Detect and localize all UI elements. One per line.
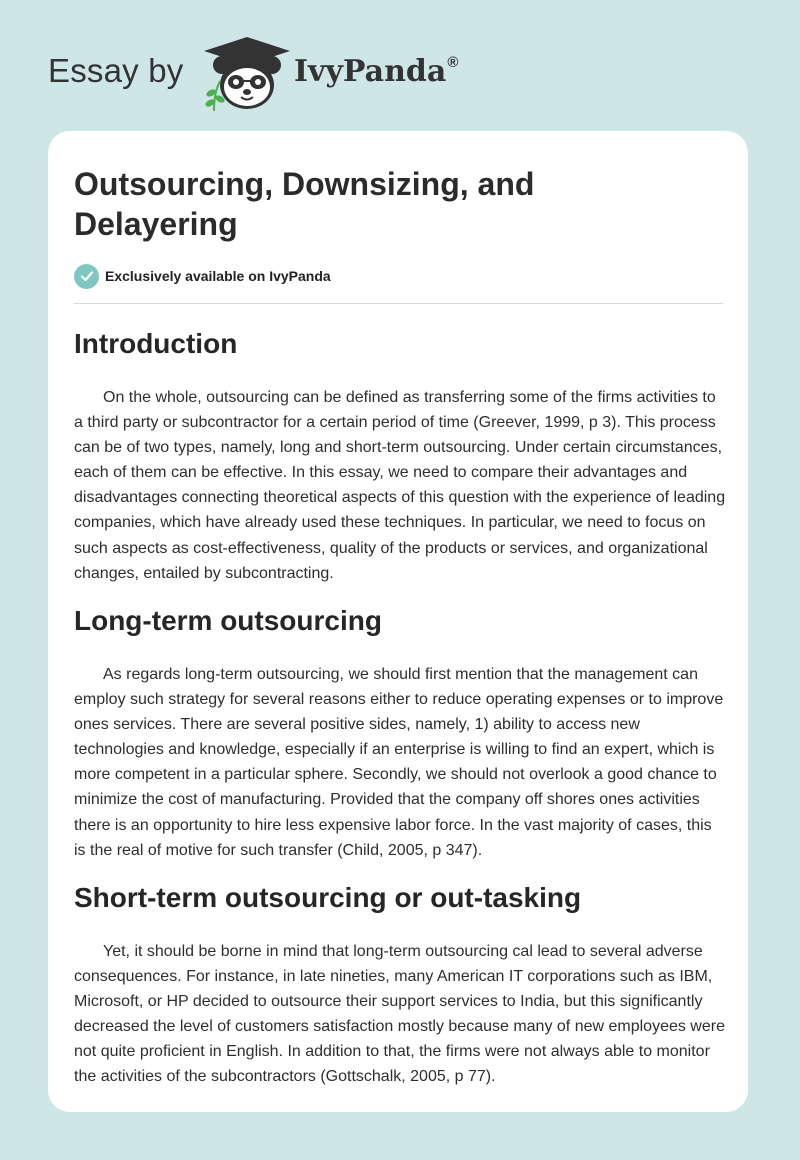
section-paragraph-long-term: As regards long-term outsourcing, we should first mention that the management can employ such strategy for several reasons either to reduce operating expenses or to improve ones services. There are several positive sides, namely, 1) ability to access new technologies and knowledge, especially if an enterprise is willing to find an expert, which is more competent in a particular sphere. Secondly, we should not overlook a good chance to minimize the cost of manufacturing. Provided that the company off shores ones activities there is an opportunity to hire less expensive labor force. In the vast majority of cases, this is the real of motive for such transfer (Child, 2005, p 347). <box>74 666 724 859</box>
brand-name: IvyPanda <box>294 54 447 89</box>
divider <box>74 303 723 304</box>
section-paragraph-introduction: On the whole, outsourcing can be defined as transferring some of the firms activities to a third party or subcontractor for a certain period of time (Greever, 1999, p 3). This process can be of two types, namely, long and short-term outsourcing. Under certain circumstances, each of them can be effective. In this essay, we need to compare their advantages and disadvantages connecting theoretical aspects of this question with the experience of leading companies, which have already used these techniques. In particular, we need to focus on such aspects as cost-effectiveness, quality of the products or services, and organizational changes, entailed by subcontracting. <box>74 389 726 582</box>
section-heading-introduction: Introduction <box>74 328 238 359</box>
essay-card <box>48 131 748 1112</box>
section-heading-short-term: Short-term outsourcing or out-tasking <box>74 882 582 913</box>
site-header <box>0 0 800 130</box>
brand-logo-text[interactable] <box>294 54 458 89</box>
badge-text: Exclusively available on IvyPanda <box>105 268 331 284</box>
panda-graduate-icon[interactable] <box>202 35 292 111</box>
page-title: Outsourcing, Downsizing, and Delayering <box>74 166 535 242</box>
essay-by-label: Essay by <box>48 52 184 89</box>
registered-mark: ® <box>447 54 459 71</box>
check-circle-icon <box>74 264 99 289</box>
section-heading-long-term: Long-term outsourcing <box>74 605 382 636</box>
section-paragraph-short-term: Yet, it should be borne in mind that long-term outsourcing cal lead to several adverse consequences. For instance, in late nineties, many American IT corporations such as IBM, Microsoft, or HP decided to outsource their support services to India, but this significantly decreased the level of customers satisfaction mostly because many of new employees were not quite proficient in English. In addition to that, the firms were not always able to monitor the activities of the subcontractors (Gottschalk, 2005, p 77). <box>74 943 725 1086</box>
exclusive-badge <box>74 263 331 289</box>
